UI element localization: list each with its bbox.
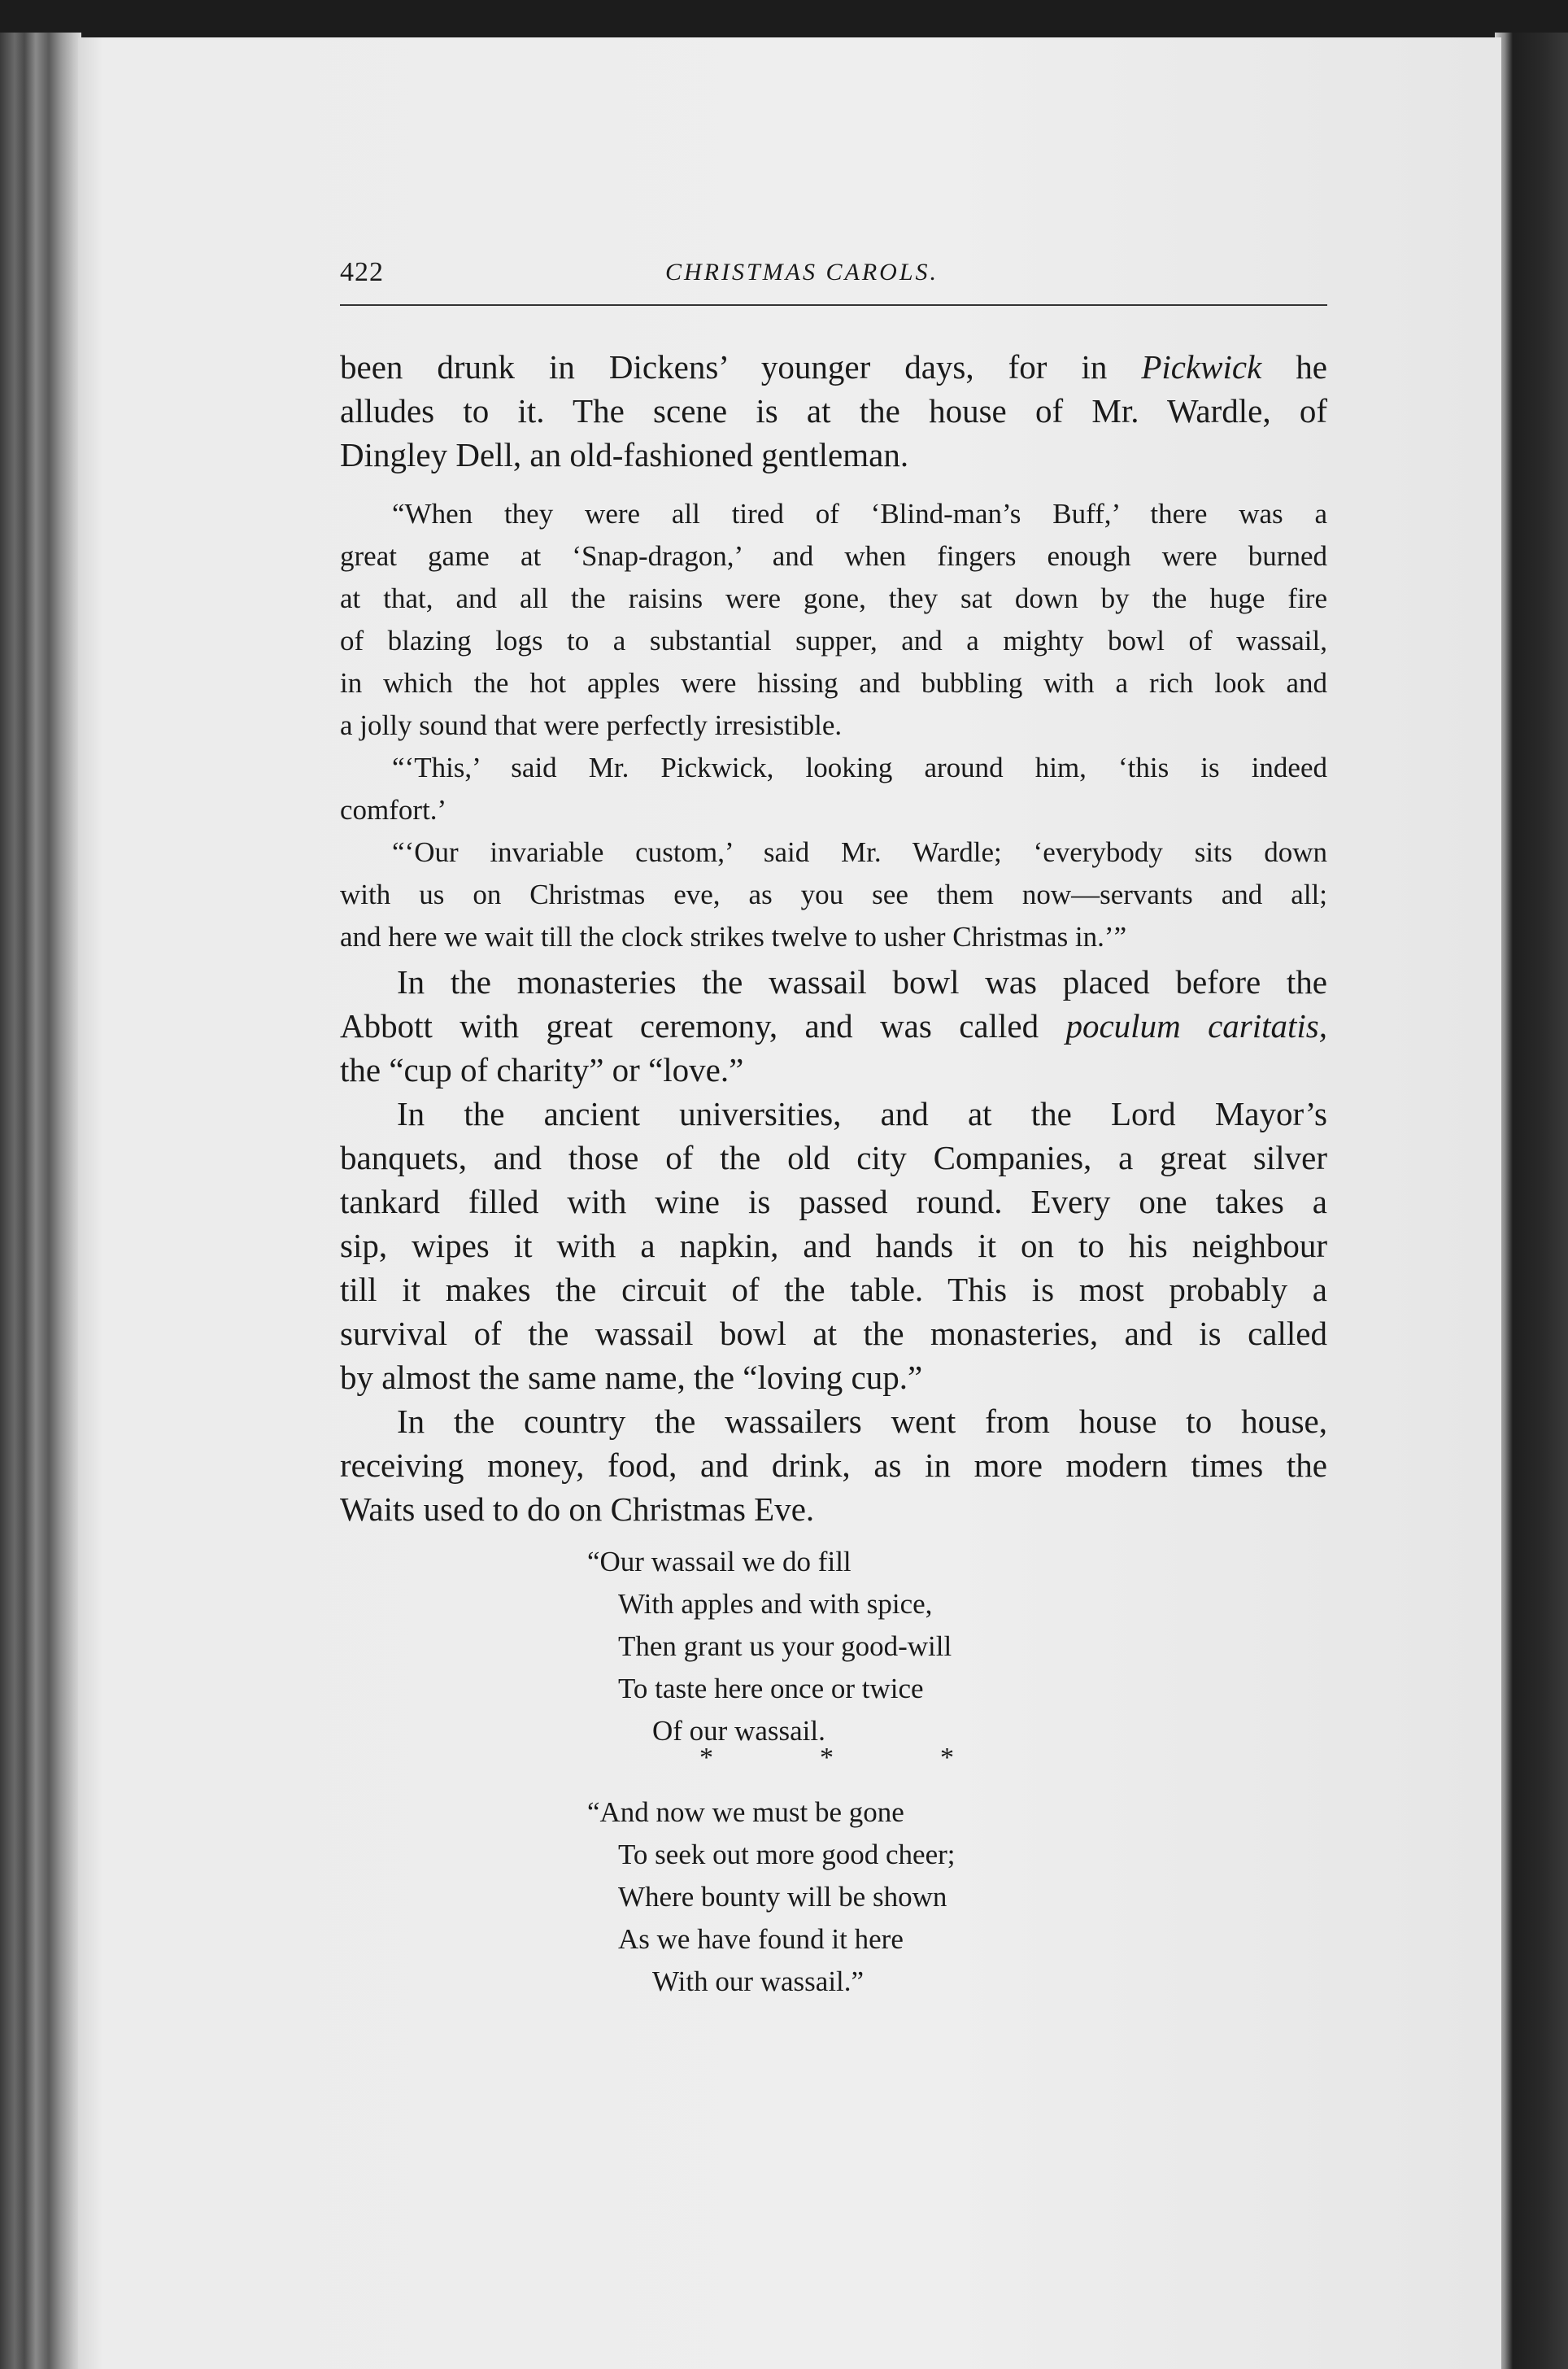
verse-line: With apples and with spice,	[618, 1588, 933, 1620]
verse-line: Where bounty will be shown	[618, 1881, 947, 1913]
quote-line: “When they were all tired of ‘Blind-man’s Buff,’ there was a	[392, 498, 1327, 530]
quote-line: and here we wait till the clock strikes twelve to usher Christmas in.’”	[340, 921, 1127, 953]
text-run: been drunk in Dickens’ younger days, for in	[340, 348, 1142, 386]
text-line: the “cup of charity” or “love.”	[340, 1051, 744, 1089]
verse-line: “Our wassail we do fill	[587, 1546, 852, 1577]
verse-line: “And now we must be gone	[587, 1796, 904, 1828]
quote-line: at that, and all the raisins were gone, they sat down by the huge fire	[340, 582, 1327, 614]
text-line: receiving money, food, and drink, as in more modern times the	[340, 1446, 1327, 1484]
text-line: banquets, and those of the old city Companies, a great silver	[340, 1139, 1327, 1176]
quote-line: comfort.’	[340, 794, 447, 826]
header-rule	[340, 304, 1327, 306]
verse-line: As we have found it here	[618, 1923, 904, 1955]
text-run: he	[1261, 348, 1327, 386]
quote-line: “‘This,’ said Mr. Pickwick, looking around him, ‘this is indeed	[392, 752, 1327, 783]
italic-latin-phrase: poculum caritatis,	[1065, 1007, 1327, 1045]
book-right-edge	[1495, 33, 1568, 2369]
text-line: survival of the wassail bowl at the monasteries, and is called	[340, 1315, 1327, 1352]
text-line: sip, wipes it with a napkin, and hands it on to his neighbour	[340, 1227, 1327, 1264]
wassail-verse-2	[587, 1791, 956, 2003]
text-line: till it makes the circuit of the table. This is most probably a	[340, 1271, 1327, 1308]
text-line: Waits used to do on Christmas Eve.	[340, 1490, 815, 1528]
quote-line: a jolly sound that were perfectly irresistible.	[340, 709, 843, 741]
running-head	[340, 257, 1327, 306]
asterisk: *	[699, 1743, 713, 1773]
verse-line: To seek out more good cheer;	[618, 1839, 956, 1870]
paragraph-monasteries	[340, 960, 1327, 1092]
text-line: by almost the same name, the “loving cup.”	[340, 1359, 923, 1396]
book-spine-edge	[0, 33, 81, 2369]
italic-title: Pickwick	[1141, 348, 1262, 386]
verse-line: To taste here once or twice	[618, 1673, 924, 1704]
text-line: In the monasteries the wassail bowl was placed before the	[397, 963, 1327, 1001]
paragraph-wassailers	[340, 1399, 1327, 1531]
quote-line: in which the hot apples were hissing and bubbling with a rich look and	[340, 667, 1327, 699]
asterisk: *	[940, 1743, 954, 1773]
paragraph-loving-cup	[340, 1092, 1327, 1399]
text-run: Abbott with great ceremony, and was called	[340, 1007, 1066, 1045]
text-line: In the country the wassailers went from house to house,	[397, 1403, 1327, 1440]
running-title: CHRISTMAS CAROLS.	[665, 259, 939, 286]
verse-line: Then grant us your good-will	[618, 1630, 952, 1662]
text-line: alludes to it. The scene is at the house of Mr. Wardle, of	[340, 392, 1327, 430]
text-line: Dingley Dell, an old-fashioned gentleman.	[340, 436, 909, 473]
section-asterisks	[699, 1743, 1061, 1773]
page-number: 422	[340, 257, 384, 287]
scan-top-border	[0, 0, 1568, 42]
text-line: tankard filled with wine is passed round. Every one takes a	[340, 1183, 1327, 1220]
text-line	[340, 345, 1327, 389]
quote-line: great game at ‘Snap-dragon,’ and when fingers enough were burned	[340, 540, 1327, 572]
paragraph-intro	[340, 345, 1327, 477]
quote-line: of blazing logs to a substantial supper, and a mighty bowl of wassail,	[340, 625, 1327, 657]
asterisk: *	[820, 1743, 834, 1773]
text-line	[340, 1004, 1327, 1048]
text-line: In the ancient universities, and at the Lord Mayor’s	[397, 1095, 1327, 1132]
pickwick-quotation	[340, 493, 1327, 958]
quote-line: “‘Our invariable custom,’ said Mr. Wardle; ‘everybody sits down	[392, 836, 1327, 868]
verse-line: Of our wassail.	[652, 1715, 825, 1747]
wassail-verse-1	[587, 1541, 952, 1752]
quote-line: with us on Christmas eve, as you see them now—servants and all;	[340, 879, 1327, 910]
verse-line: With our wassail.”	[652, 1965, 865, 1997]
